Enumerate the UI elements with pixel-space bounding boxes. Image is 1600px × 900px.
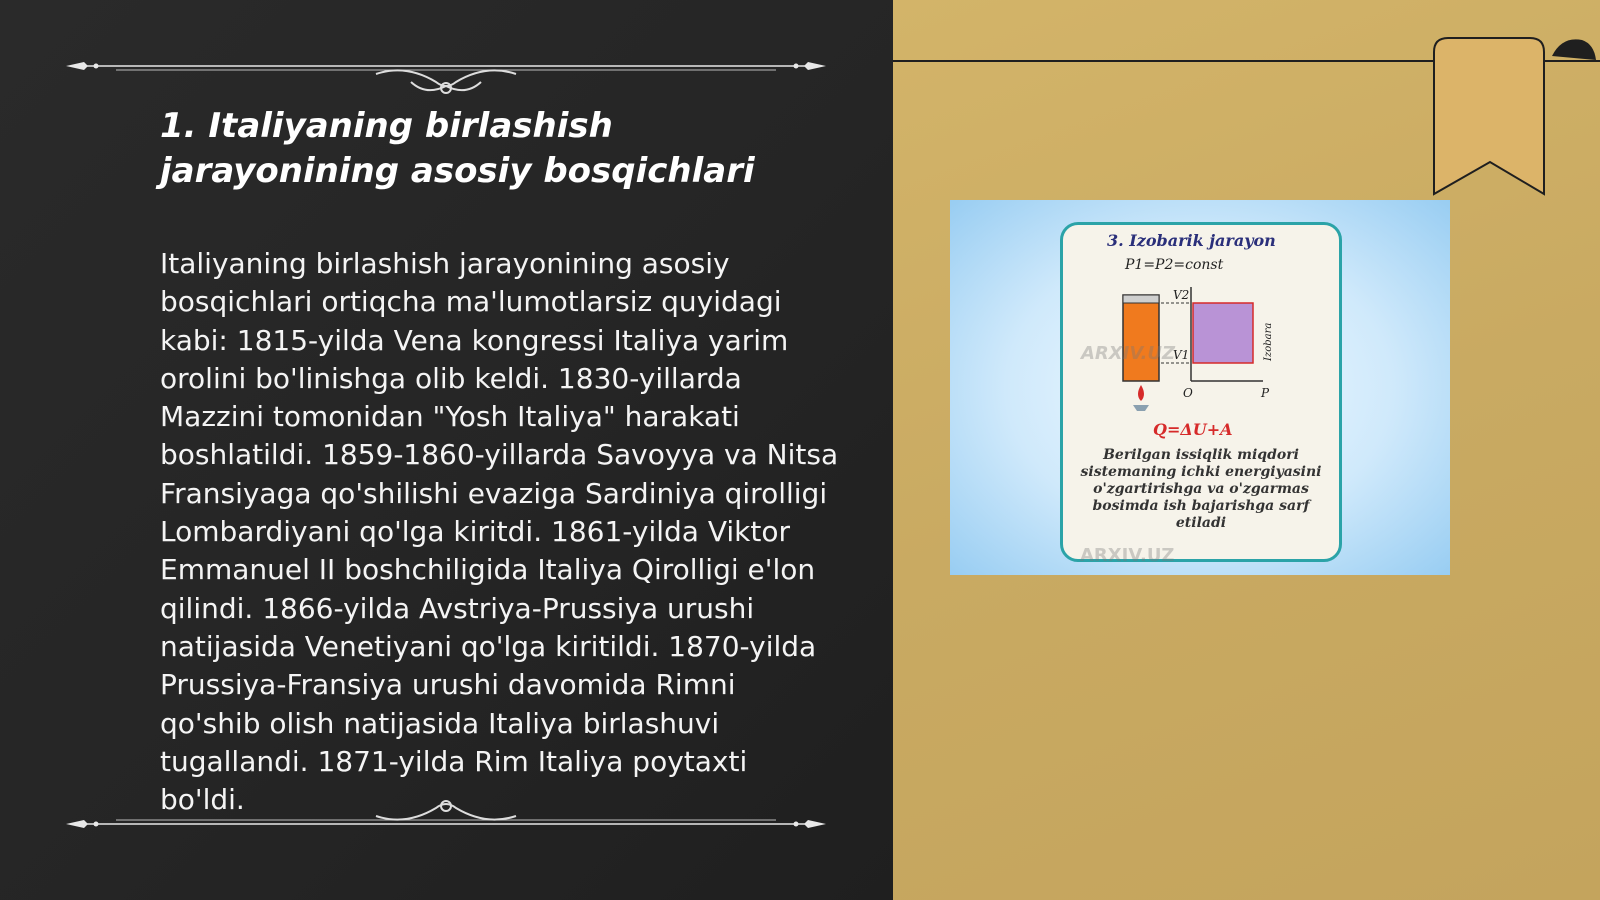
slide-title: 1. Italiyaning birlashish jarayonining asosiy bosqichlari — [160, 106, 755, 191]
slide-body-text: Italiyaning birlashish jarayonining asosiy bosqichlari ortiqcha ma'lumotlarsiz quyidagi kabi: 1815-yilda Vena kongressi Italiya yarim orolini bo'linishga olib keldi. 1830-yillarda Mazzini tomonidan "Yosh Italiya" harakati boshlatildi. 1859-1860-yillarda Savoyya va Nitsa Fransiyaga qo'shilishi evaziga Sardiniya qirolligi Lombardiyani qo'lga kiritdi. 1861-yilda Viktor Emmanuel II boshchiligida Italiya Qirolligi e'lon qilindi. 1866-yilda Avstriya-Prussiya urushi natijasida Venetiyani qo'lga kiritildi. 1870-yilda Prussiya-Fransiya urushi davomida Rimni qo'shib olish natijasida Italiya birlashuvi tugallandi. 1871-yilda Rim Italiya poytaxti bo'ldi. — [160, 247, 839, 817]
top-ornament-divider — [66, 56, 826, 106]
izobara-label: Izobara — [1263, 322, 1274, 361]
v2-label: V2 — [1173, 288, 1190, 302]
constant-pressure-formula: P1=P2=const — [1125, 257, 1224, 273]
origin-label: O — [1183, 386, 1193, 400]
energy-formula: Q=ΔU+A — [1153, 420, 1233, 439]
izobarik-process-figure — [950, 200, 1450, 575]
figure-card — [1060, 222, 1342, 562]
watermark-text: ARXIV.UZ — [1081, 343, 1175, 364]
pressure-axis-label: P — [1261, 386, 1270, 400]
figure-description: Berilgan issiqlik miqdori sistemaning ichki energiyasini o'zgartirishga va o'zgarmas bosimda ish bajarishga sarf etiladi — [1080, 447, 1322, 531]
watermark-text-bottom: ARXIV.UZ — [1080, 545, 1175, 566]
bottom-ornament-divider — [66, 800, 826, 850]
figure-card-title: 3. Izobarik jarayon — [1107, 231, 1276, 250]
bookmark-ribbon-icon — [1432, 34, 1600, 204]
v1-label: V1 — [1173, 348, 1190, 362]
